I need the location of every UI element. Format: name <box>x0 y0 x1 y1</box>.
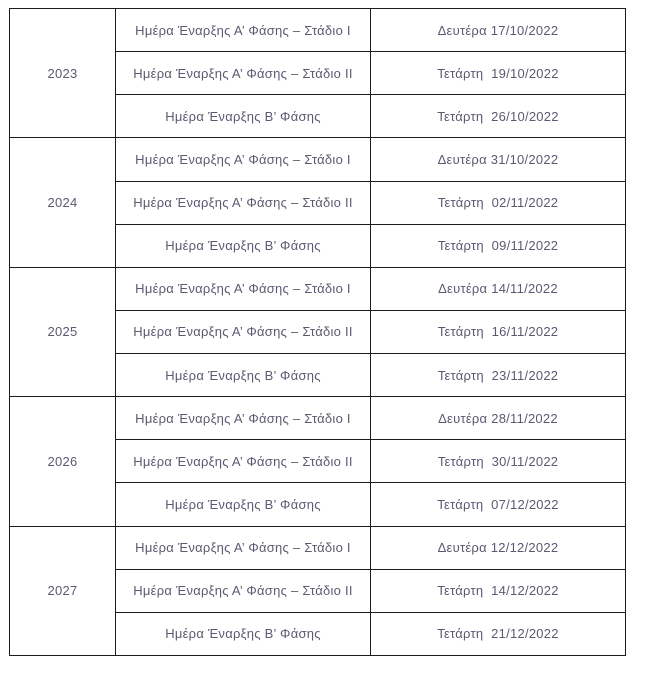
phase-label-cell: Ημέρα Έναρξης Β’ Φάσης <box>116 95 371 138</box>
phase-label-cell: Ημέρα Έναρξης Α’ Φάσης – Στάδιο II <box>116 181 371 224</box>
year-cell: 2025 <box>10 267 116 396</box>
phase-label-cell: Ημέρα Έναρξης Β’ Φάσης <box>116 483 371 526</box>
year-cell: 2027 <box>10 526 116 656</box>
date-cell: Τετάρτη 19/10/2022 <box>371 52 626 95</box>
date-cell: Τετάρτη 26/10/2022 <box>371 95 626 138</box>
date-cell: Τετάρτη 30/11/2022 <box>371 440 626 483</box>
date-cell: Δευτέρα 17/10/2022 <box>371 9 626 52</box>
phase-label-cell: Ημέρα Έναρξης Α’ Φάσης – Στάδιο I <box>116 526 371 569</box>
table-row <box>10 9 626 52</box>
table-row <box>10 138 626 181</box>
year-cell: 2026 <box>10 397 116 526</box>
date-cell: Τετάρτη 14/12/2022 <box>371 569 626 612</box>
phase-label-cell: Ημέρα Έναρξης Α’ Φάσης – Στάδιο I <box>116 138 371 181</box>
year-cell: 2024 <box>10 138 116 267</box>
phase-label-cell: Ημέρα Έναρξης Α’ Φάσης – Στάδιο II <box>116 310 371 353</box>
date-cell: Τετάρτη 23/11/2022 <box>371 354 626 397</box>
date-cell: Δευτέρα 14/11/2022 <box>371 267 626 310</box>
date-cell: Δευτέρα 31/10/2022 <box>371 138 626 181</box>
year-cell: 2023 <box>10 9 116 138</box>
phase-label-cell: Ημέρα Έναρξης Α’ Φάσης – Στάδιο II <box>116 569 371 612</box>
date-cell: Τετάρτη 21/12/2022 <box>371 612 626 655</box>
date-cell: Τετάρτη 07/12/2022 <box>371 483 626 526</box>
table-row <box>10 267 626 310</box>
phase-label-cell: Ημέρα Έναρξης Α’ Φάσης – Στάδιο II <box>116 440 371 483</box>
date-cell: Δευτέρα 28/11/2022 <box>371 397 626 440</box>
date-cell: Τετάρτη 02/11/2022 <box>371 181 626 224</box>
phase-label-cell: Ημέρα Έναρξης Β’ Φάσης <box>116 354 371 397</box>
table-row <box>10 397 626 440</box>
phase-label-cell: Ημέρα Έναρξης Α’ Φάσης – Στάδιο II <box>116 52 371 95</box>
phase-label-cell: Ημέρα Έναρξης Α’ Φάσης – Στάδιο I <box>116 397 371 440</box>
phase-label-cell: Ημέρα Έναρξης Α’ Φάσης – Στάδιο I <box>116 267 371 310</box>
phase-schedule-table <box>9 8 626 656</box>
date-cell: Τετάρτη 16/11/2022 <box>371 310 626 353</box>
schedule-page <box>0 8 658 676</box>
phase-label-cell: Ημέρα Έναρξης Β’ Φάσης <box>116 224 371 267</box>
date-cell: Δευτέρα 12/12/2022 <box>371 526 626 569</box>
date-cell: Τετάρτη 09/11/2022 <box>371 224 626 267</box>
phase-label-cell: Ημέρα Έναρξης Α’ Φάσης – Στάδιο I <box>116 9 371 52</box>
table-row <box>10 526 626 569</box>
phase-label-cell: Ημέρα Έναρξης Β’ Φάσης <box>116 612 371 655</box>
